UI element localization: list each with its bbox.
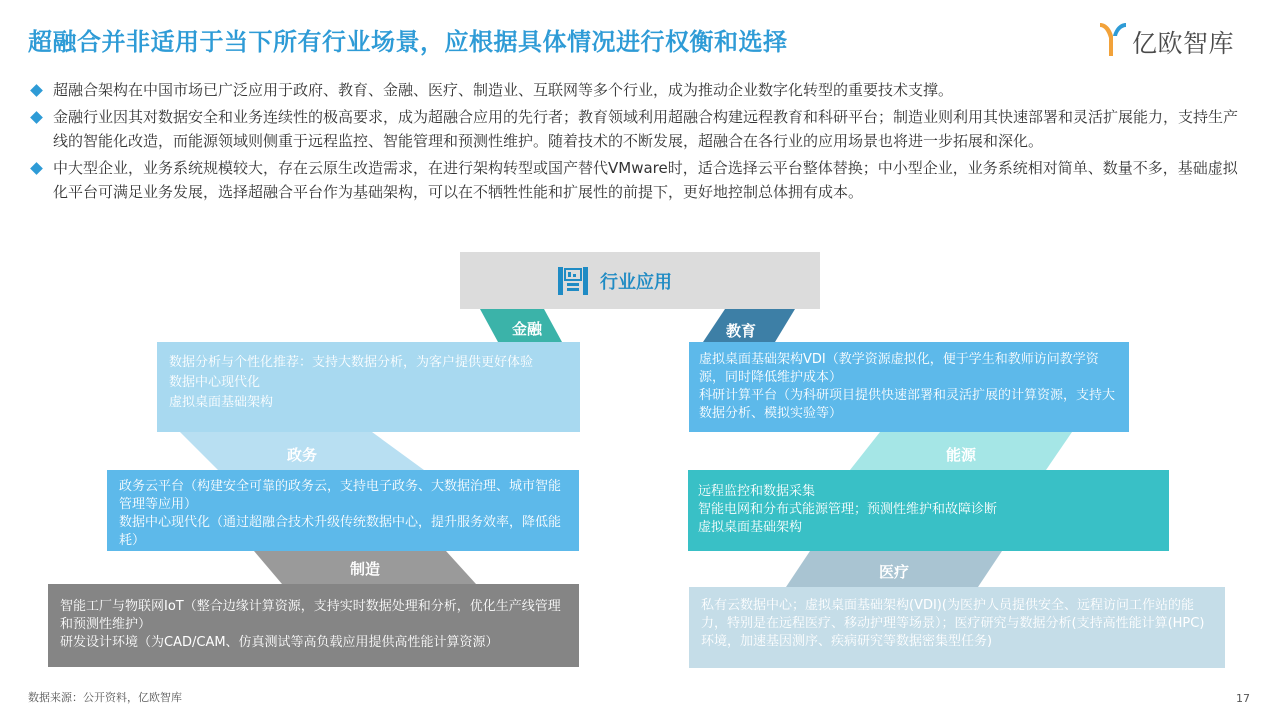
education-line: 虚拟桌面基础架构VDI（教学资源虚拟化，便于学生和教师访问教学资源，同时降低维护成本） (699, 352, 1099, 385)
bullet-item (30, 156, 1252, 204)
government-line: 数据中心现代化（通过超融合技术升级传统数据中心，提升服务效率，降低能耗） (119, 515, 562, 548)
healthcare-label: 医疗 (878, 563, 909, 581)
education-line: 科研计算平台（为科研项目提供快速部署和灵活扩展的计算资源，支持大数据分析、模拟实验等） (699, 388, 1116, 421)
sector-label-manufacturing (254, 551, 476, 584)
bullet-list (30, 78, 1252, 207)
industry-application-label: 行业应用 (600, 272, 672, 293)
logo-mark-icon (1098, 20, 1128, 58)
energy-label: 能源 (945, 446, 976, 464)
government-card (107, 470, 579, 551)
finance-line: 数据分析与个性化推荐：支持大数据分析，为客户提供更好体验 (169, 355, 534, 370)
energy-card (688, 470, 1169, 551)
government-line: 政务云平台（构建安全可靠的政务云，支持电子政务、大数据治理、城市智能管理等应用） (119, 479, 562, 512)
energy-line: 远程监控和数据采集 (698, 484, 816, 499)
healthcare-line: 私有云数据中心；虚拟桌面基础架构(VDI)(为医护人员提供安全、远程访问工作站的能力，特别是在远程医疗、移动护理等场景）；医疗研究与数据分析(支持高性能计算(HPC)环境，加速基因测序、疾病研究等数据密集型任务) (701, 598, 1205, 649)
finance-line: 数据中心现代化 (169, 375, 261, 390)
education-card (689, 342, 1129, 432)
manufacturing-line: 研发设计环境（为CAD/CAM、仿真测试等高负载应用提供高性能计算资源） (60, 635, 499, 650)
bullet-text: 金融行业因其对数据安全和业务连续性的极高要求，成为超融合应用的先行者；教育领域利用超融合构建远程教育和科研平台；制造业则利用其快速部署和灵活扩展能力，支持生产线的智能化改造，而能源领域则侧重于远程监控、智能管理和预测性维护。随着技术的不断发展，超融合在各行业的应用场景也将进一步拓展和深化。 (53, 108, 1239, 150)
government-label: 政务 (286, 446, 317, 464)
logo-text: 亿欧智库 (1132, 29, 1235, 58)
diamond-bullet-icon (30, 84, 43, 97)
bullet-text: 中大型企业，业务系统规模较大，存在云原生改造需求，在进行架构转型或国产替代VMware时，适合选择云平台整体替换；中小型企业，业务系统相对简单、数量不多，基础虚拟化平台可满足业务发展，选择超融合平台作为基础架构，可以在不牺牲性能和扩展性的前提下，更好地控制总体拥有成本。 (53, 159, 1238, 201)
industry-application-box (460, 252, 820, 309)
source-note: 数据来源：公开资料，亿欧智库 (28, 691, 182, 704)
diamond-bullet-icon (30, 111, 43, 124)
sector-label-education (703, 309, 795, 342)
sector-label-government (180, 432, 424, 470)
education-label: 教育 (725, 322, 756, 340)
manufacturing-line: 智能工厂与物联网IoT（整合边缘计算资源，支持实时数据处理和分析，优化生产线管理和预测性维护） (60, 599, 561, 632)
manufacturing-label: 制造 (349, 560, 380, 578)
sector-label-healthcare (786, 551, 1002, 587)
industry-app-icon (556, 265, 590, 297)
page-number: 17 (1236, 692, 1250, 705)
sector-label-finance (480, 309, 562, 342)
finance-label: 金融 (511, 320, 542, 338)
energy-line: 智能电网和分布式能源管理；预测性维护和故障诊断 (698, 502, 998, 517)
bullet-text: 超融合架构在中国市场已广泛应用于政府、教育、金融、医疗、制造业、互联网等多个行业，成为推动企业数字化转型的重要技术支撑。 (53, 81, 954, 99)
healthcare-card (689, 587, 1225, 668)
sector-label-energy (850, 432, 1072, 470)
finance-line: 虚拟桌面基础架构 (169, 395, 274, 410)
diamond-bullet-icon (30, 162, 43, 175)
manufacturing-card (48, 584, 579, 667)
brand-logo (1098, 18, 1258, 62)
energy-line: 虚拟桌面基础架构 (698, 520, 803, 535)
bullet-item (30, 78, 1252, 102)
page-title: 超融合并非适用于当下所有行业场景，应根据具体情况进行权衡和选择 (28, 28, 788, 56)
bullet-item (30, 105, 1252, 153)
finance-card (157, 342, 580, 432)
